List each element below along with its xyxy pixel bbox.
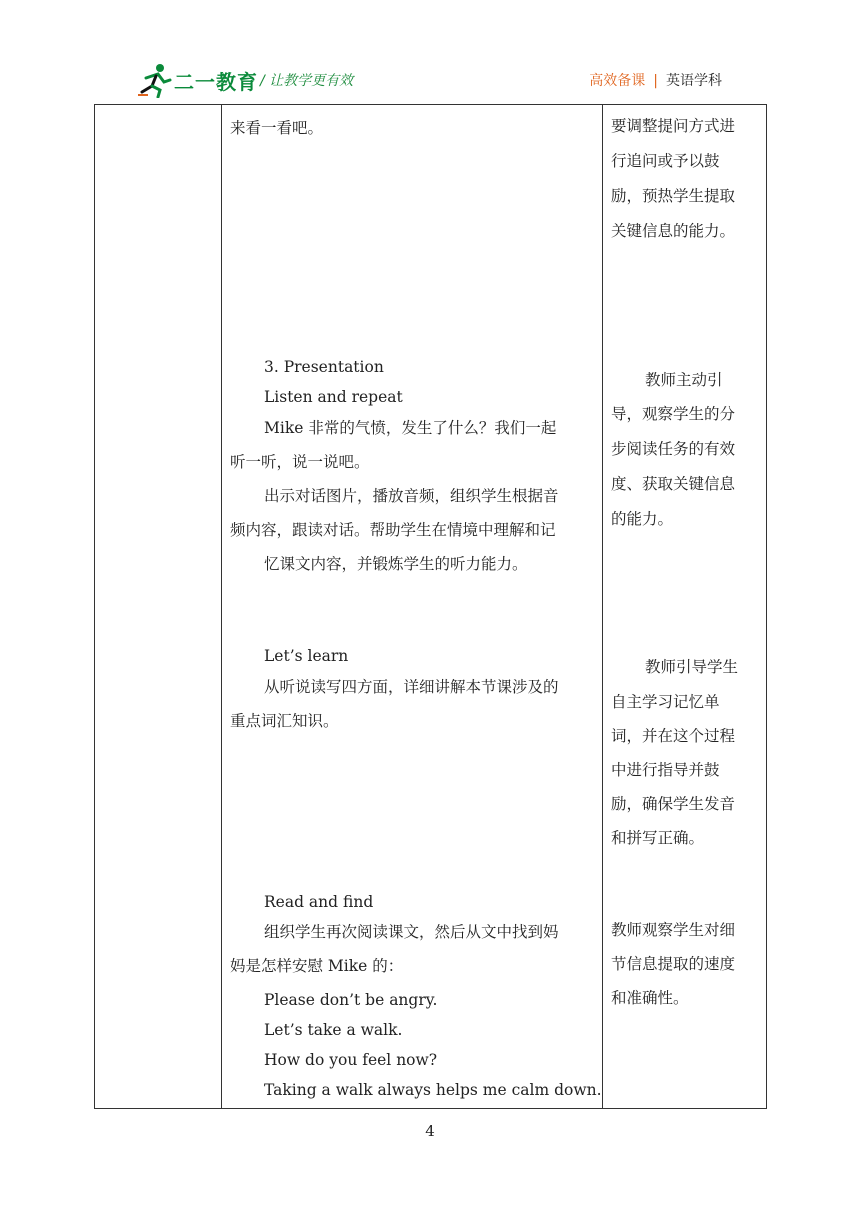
text-line: 自主学习记忆单 <box>611 693 720 711</box>
section-title-presentation: 3. Presentation <box>264 358 384 376</box>
sentence-line: Please don’t be angry. <box>264 991 438 1009</box>
text-line: 度、获取关键信息 <box>611 475 736 493</box>
intent-column <box>603 105 767 1109</box>
slogan: / 让教学更有效 <box>260 73 354 89</box>
text-line: 听一听，说一说吧。 <box>230 453 370 471</box>
text-line: 和准确性。 <box>611 989 689 1007</box>
section-title-listen: Listen and repeat <box>264 388 403 406</box>
text-line: 中进行指导并鼓 <box>611 761 720 779</box>
text-line: 励，预热学生提取 <box>611 187 736 205</box>
text-line: 关键信息的能力。 <box>611 222 736 240</box>
text-line: 教师引导学生 <box>645 658 739 676</box>
activity-column <box>222 105 603 1109</box>
section-title-find: Read and find <box>264 893 374 911</box>
text-line: 从听说读写四方面，详细讲解本节课涉及的 <box>264 678 559 696</box>
text-line: 节信息提取的速度 <box>611 955 736 973</box>
text-line: 和拼写正确。 <box>611 829 705 847</box>
text-line: 教师观察学生对细 <box>611 921 736 939</box>
logo-text: 二一教育 <box>174 70 258 94</box>
text-line: 频内容，跟读对话。帮助学生在情境中理解和记 <box>230 521 556 539</box>
lesson-table <box>94 104 767 1109</box>
logo <box>138 62 258 98</box>
text-line: 教师主动引 <box>645 371 723 389</box>
text-line: 出示对话图片，播放音频，组织学生根据音 <box>264 487 559 505</box>
text-line: 来看一看吧。 <box>230 119 324 137</box>
text-line: 忆课文内容，并锻炼学生的听力能力。 <box>264 555 528 573</box>
header-label-subject: 英语学科 <box>666 73 722 89</box>
page-header <box>0 0 860 104</box>
text-line: 词，并在这个过程 <box>611 727 736 745</box>
sentence-line: Let’s take a walk. <box>264 1021 403 1039</box>
text-line: 导，观察学生的分 <box>611 405 736 423</box>
header-label-prep: 高效备课 <box>589 73 646 89</box>
text-line: 的能力。 <box>611 510 674 528</box>
text-line: 行追问或予以鼓 <box>611 152 720 170</box>
header-subject <box>589 70 722 90</box>
text-line: 重点词汇知识。 <box>230 712 339 730</box>
text-line: 步阅读任务的有效 <box>611 440 736 458</box>
page-number: 4 <box>425 1122 435 1140</box>
text-line: Mike 非常的气愤，发生了什么？我们一起 <box>264 419 557 437</box>
sentence-line: How do you feel now? <box>264 1051 438 1069</box>
text-line: 妈是怎样安慰 Mike 的： <box>230 957 404 975</box>
header-separator: | <box>653 73 658 89</box>
sentence-line: Taking a walk always helps me calm down. <box>264 1081 602 1099</box>
stage-column <box>95 105 222 1109</box>
section-title-learn: Let’s learn <box>264 647 349 665</box>
text-line: 励，确保学生发音 <box>611 795 736 813</box>
runner-logo-icon <box>138 62 172 98</box>
text-line: 要调整提问方式进 <box>611 117 736 135</box>
text-line: 组织学生再次阅读课文，然后从文中找到妈 <box>264 923 559 941</box>
